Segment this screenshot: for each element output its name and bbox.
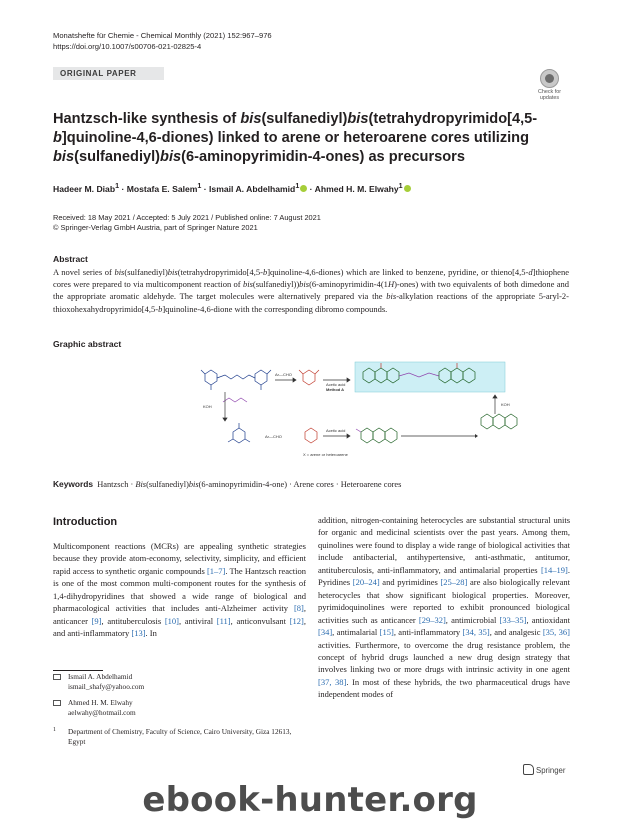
citation-link[interactable]: [35, 36]: [542, 627, 571, 638]
article-type-badge: [53, 67, 164, 80]
publisher-name: Springer: [536, 766, 566, 775]
contact-name: Ismail A. Abdelhamid: [68, 672, 133, 681]
keywords-line: Keywords Hantzsch · Bis(sulfanediyl)bis(6-aminopyrimidin-4-one) · Arene cores · Heteroarene cores: [53, 479, 402, 489]
abstract-text: A novel series of bis(sulfanediyl)bis(tetrahydropyrimido[4,5-b]quinoline-4,6-diones) which are linked to benzene, pyridine, or thieno[4,5-d]thiophene cores were prepared to via multicomponent reaction of bis(sulfanediyl))bis(6-aminopyrimidin-4(1H)-ones) with two equivalents of both dimedone and the appropriate aromatic aldehyde. The target molecules were alternatively prepared via the bis-alkylation reactions of the appropriate 5-aryl-2-thioxohexahydropyrimido[4,5-b]quinoline-4,6-dione with the corresponding dibromo compounds.: [53, 267, 569, 314]
author-list: Hadeer M. Diab$^1$ · Mostafa E. Salem$^1$ · Ismail A. Abdelhamid$^1$ · Ahmed H. M. Elwahy$^1$: [53, 180, 563, 195]
abstract-heading: Abstract: [53, 254, 88, 264]
citation-link[interactable]: [25–28]: [440, 577, 468, 588]
graphic-abstract-scheme: [195, 356, 575, 464]
check-updates-icon: [540, 69, 559, 88]
citation-link[interactable]: [20–24]: [352, 577, 380, 588]
orcid-icon[interactable]: [404, 185, 411, 192]
reagent-label-koh-right: KOH: [501, 402, 510, 407]
keywords-label: Keywords: [53, 479, 94, 489]
author-name[interactable]: Mostafa E. Salem: [126, 183, 198, 194]
author-name[interactable]: Ahmed H. M. Elwahy: [314, 183, 399, 194]
graphic-abstract-heading: Graphic abstract: [53, 339, 122, 349]
citation-link[interactable]: [14–19]: [540, 564, 568, 575]
citation-link[interactable]: [34, 35]: [462, 627, 490, 638]
citation-link[interactable]: [15]: [379, 627, 394, 638]
citation-link[interactable]: [8]: [293, 603, 304, 614]
author-name[interactable]: Hadeer M. Diab: [53, 183, 116, 194]
contact-email[interactable]: aelwahy@hotmail.com: [68, 708, 136, 717]
dimedone-structure: [299, 370, 319, 443]
publication-dates: [53, 213, 321, 233]
check-updates-label: Check for updates: [537, 89, 562, 101]
journal-citation: Monatshefte für Chemie - Chemical Monthly (2021) 152:967–976: [53, 31, 272, 40]
copyright-line: © Springer-Verlag GmbH Austria, part of Springer Nature 2021: [53, 223, 258, 232]
springer-horse-icon: [523, 764, 534, 775]
email-icon: [53, 700, 61, 706]
doi-link[interactable]: https://doi.org/10.1007/s00706-021-02825-4: [53, 42, 202, 51]
citation-link[interactable]: [34]: [318, 627, 333, 638]
reagent-label-acetic-top: Acetic acid: [326, 382, 346, 387]
contact-email[interactable]: ismail_shafy@yahoo.com: [68, 682, 145, 691]
author-name[interactable]: Ismail A. Abdelhamid: [209, 183, 296, 194]
affiliation: [53, 727, 303, 747]
citation-link[interactable]: [1–7]: [206, 565, 226, 576]
scheme-footnote: X = arene or heteroarene: [303, 452, 348, 457]
reagent-label-acetic-bottom: Acetic acid: [326, 428, 346, 433]
journal-header: [53, 30, 272, 52]
intermediate-thioxo-pyrimidoquinoline-top: [481, 414, 517, 429]
reagent-label-koh-left: KOH: [203, 404, 212, 409]
reactant-bis-aminopyrimidinone: [201, 370, 271, 390]
reagent-label-aldehyde-top: Ar—CHO: [275, 372, 292, 377]
dibromo-linker: [223, 398, 247, 402]
introduction-column-right: addition, nitrogen-containing heterocycles are substantial structural units for organic and medicinal scientists over the past years. Among them, quinolines were found to display a wide range of biological activities that include antibacterial, antihypertensive, anti-asthmatic, antitumor, antituberculosis, anti-inflammatory, and antimalarial properties [14–19]. Pyridines [20–24] and pyrimidines [25–28] are also biologically relevant heterocycles that show significant biological properties. Moreover, pyrimidoquinolines were reported to exhibit pronounced biological activities such as anticancer [29–32], antimicrobial [33–35], antioxidant [34], antimalarial [15], anti-inflammatory [34, 35], and analgesic [35, 36] activities. Furthermore, to overcome the drug resistance problem, the concept of hybrid drugs launched a new drug design strategy that involves linking two or more drugs with intrinsic activity in one agent [37, 38]. In most of these hybrids, the two pharmaceutical drugs have independent modes of: [318, 515, 571, 700]
intermediate-thioxo-pyrimidoquinoline: [356, 428, 397, 443]
reagent-label-aldehyde-bottom: Ar—CHO: [265, 434, 282, 439]
corresponding-author-1: [53, 672, 303, 692]
citation-link[interactable]: [33–35]: [499, 614, 527, 625]
citation-link[interactable]: [13]: [131, 628, 146, 639]
citation-link[interactable]: [10]: [164, 615, 179, 626]
citation-link[interactable]: [12]: [289, 615, 304, 626]
method-a-label: Method A: [326, 387, 345, 392]
article-type-label: ORIGINAL PAPER: [60, 69, 137, 78]
reactant-bis-aminopyrimidinone-bottom: [228, 423, 250, 443]
contact-name: Ahmed H. M. Elwahy: [68, 698, 133, 707]
check-updates-button[interactable]: [531, 69, 568, 103]
citation-link[interactable]: [37, 38]: [318, 676, 347, 687]
watermark-text: ebook-hunter.org: [142, 780, 478, 820]
introduction-column-left: Multicomponent reactions (MCRs) are appealing synthetic strategies because they provide atom-economy, selectivity, simplicity, and efficient rapid access to synthetic organic compounds [1–7]. The Hantzsch reaction is one of the most common multi-component routes for the synthesis of 1,4-dihydropyridines that showed a wide range of biological and pharmacological activities that includes anti-Alzheimer activity [8], anticancer [9], antituberculosis [10], antiviral [11], anticonvulsant [12], and anti-inflammatory [13]. In: [53, 541, 307, 639]
introduction-heading: Introduction: [53, 516, 118, 528]
target-product-highlight: [355, 362, 505, 392]
affiliation-text: Department of Chemistry, Faculty of Science, Cairo University, Giza 12613, Egypt: [68, 727, 292, 746]
article-title: Hantzsch-like synthesis of bis(sulfanediyl)bis(tetrahydropyrimido[4,5-b]quinoline-4,6-diones) linked to arene or heteroarene cores utilizing bis(sulfanediyl)bis(6-aminopyrimidin-4-ones) as precursors: [53, 111, 538, 165]
citation-link[interactable]: [29–32]: [418, 614, 446, 625]
corresponding-author-2: [53, 698, 303, 718]
publisher-logo: [523, 764, 565, 775]
email-icon: [53, 674, 61, 680]
footnote-divider: [53, 670, 103, 671]
citation-link[interactable]: [11]: [216, 615, 231, 626]
citation-link[interactable]: [9]: [91, 615, 102, 626]
history-dates: Received: 18 May 2021 / Accepted: 5 July 2021 / Published online: 7 August 2021: [53, 213, 321, 222]
affiliation-number: 1: [53, 727, 56, 733]
